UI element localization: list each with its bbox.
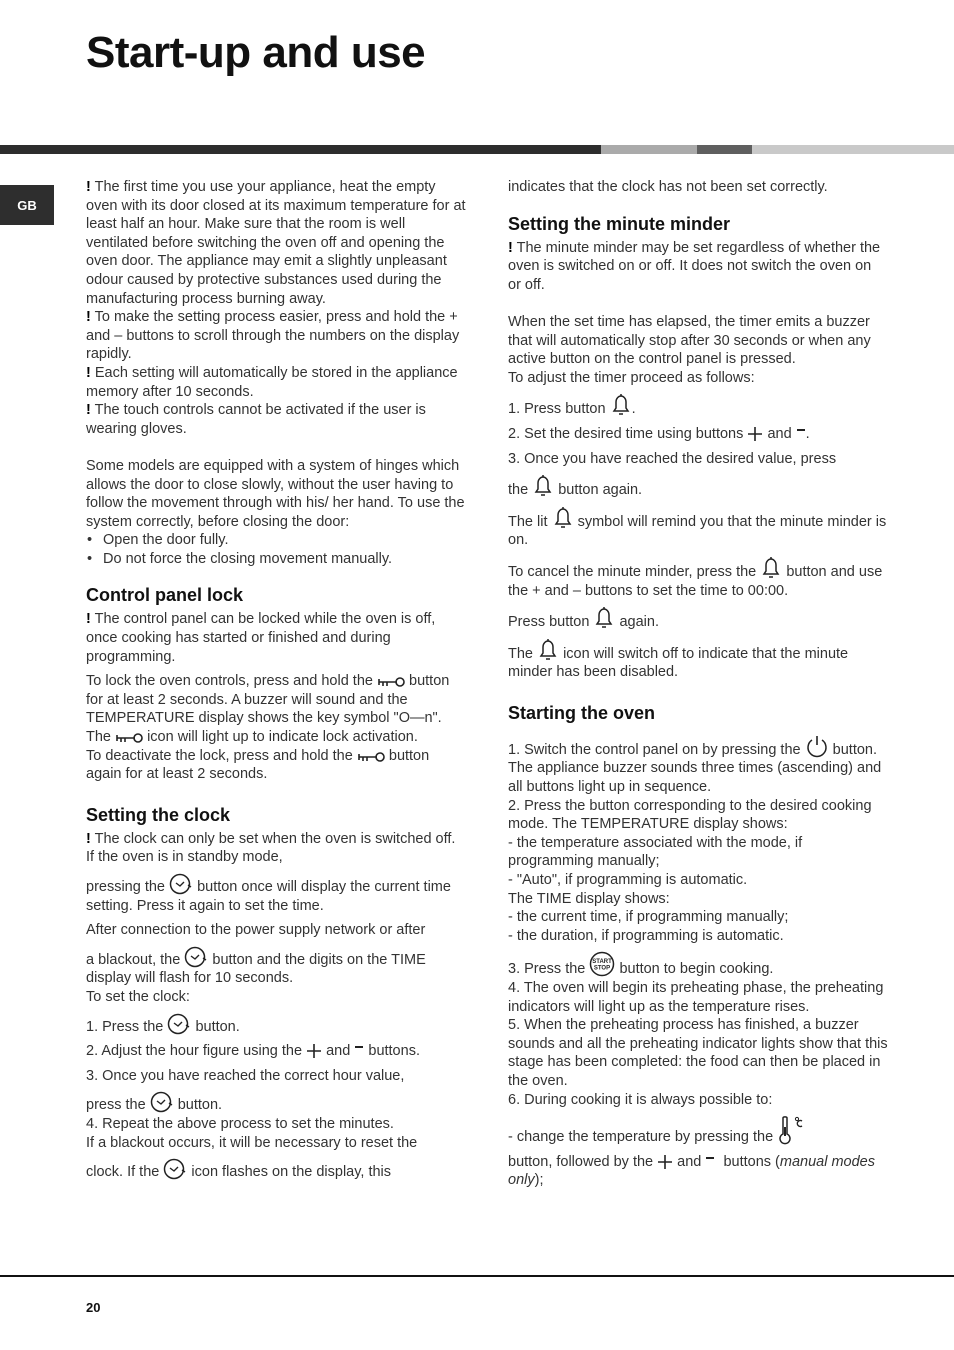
minder-paragraph-1: When the set time has elapsed, the timer emits a buzzer that will automatically stop after 30 seconds or when any active button on the control panel is pressed. <box>508 313 871 368</box>
intro-note-2: ! To make the setting process easier, press and hold the + and – buttons to scroll through the numbers on the display rapidly. <box>86 309 460 363</box>
minute-minder-heading: Setting the minute minder <box>508 213 731 234</box>
start-step-3: 3. Press the START STOP button to begin cooking. <box>508 951 888 979</box>
intro-note-3: ! Each setting will automatically be stored in the appliance memory after 10 seconds. <box>86 364 458 400</box>
clock-icon <box>169 873 193 895</box>
right-column <box>508 178 888 1190</box>
clock-step-3: 3. Once you have reached the correct hour value, <box>86 1067 405 1084</box>
clock-icon <box>184 946 208 968</box>
clock-paragraph-4: To set the clock: <box>86 988 190 1005</box>
minder-paragraph-2: To adjust the timer proceed as follows: <box>508 369 755 386</box>
minder-step-2: 2. Set the desired time using buttons and . <box>508 425 810 442</box>
header-bar-gray <box>601 145 697 154</box>
starting-oven-heading: Starting the oven <box>508 702 656 723</box>
start-step-2-line-1: - the temperature associated with the mode, if programming manually; <box>508 834 803 870</box>
header-bar-light <box>752 145 954 154</box>
hinges-list <box>86 531 466 568</box>
clock-continued: indicates that the clock has not been set correctly. <box>508 179 828 195</box>
minder-lit-text: The lit symbol will remind you that the minute minder is on. <box>508 506 888 550</box>
clock-step-3b: press the button. <box>86 1091 466 1115</box>
page-title: Start-up and use <box>86 28 426 77</box>
clock-step-4: 4. Repeat the above process to set the minutes. <box>86 1115 394 1132</box>
start-step-2-line-4: - the duration, if programming is automatic. <box>508 927 784 944</box>
list-item: • Do not force the closing movement manually. <box>86 550 466 569</box>
setting-clock-heading: Setting the clock <box>86 804 231 825</box>
list-item: • Open the door fully. <box>86 531 466 550</box>
minder-step-3b: the button again. <box>508 474 888 500</box>
minder-press-again: Press button again. <box>508 606 888 632</box>
intro-note-4: ! The touch controls cannot be activated if the user is wearing gloves. <box>86 402 426 437</box>
key-icon <box>357 750 385 764</box>
clock-paragraph-2: After connection to the power supply network or after <box>86 922 426 939</box>
lock-paragraph-1: To lock the oven controls, press and hold the button for at least 2 seconds. A buzzer will sound and the TEMPERATURE display shows the key symbol "O—n". The icon will light up to indicate lock activation. <box>86 673 450 746</box>
bell-icon <box>537 638 559 662</box>
control-panel-lock-heading: Control panel lock <box>86 585 244 606</box>
minus-icon <box>796 426 806 442</box>
header-bar-mid <box>697 145 752 154</box>
lock-note: ! The control panel can be locked while the oven is off, once cooking has started or finished and during programming. <box>86 611 436 665</box>
bell-icon <box>552 506 574 530</box>
start-step-5: 5. When the preheating process has finished, a buzzer sounds and all the preheating indicator lights show that this stage has been completed: the food can then be placed in the oven. <box>508 1017 888 1089</box>
thermometer-icon <box>777 1115 803 1145</box>
minder-note: ! The minute minder may be set regardless of whether the oven is switched on or off. It does not switch the oven on or off. <box>508 239 881 293</box>
key-icon <box>115 731 143 745</box>
left-column <box>86 178 466 1182</box>
clock-step-1: 1. Press the button. <box>86 1013 466 1037</box>
intro-note-1: ! The first time you use your appliance, heat the empty oven with its door closed at its maximum temperature for at least half an hour. Make sure that the room is well ventilated before switching the oven off and opening the oven door. The appliance may emit a slightly unpleasant odour caused by protective substances used during the manufacturing process burning away. <box>86 179 466 307</box>
start-label: START <box>592 959 613 966</box>
minder-off-text: The icon will switch off to indicate that the minute minder has been disabled. <box>508 638 888 682</box>
minus-icon <box>705 1154 715 1170</box>
plus-icon <box>657 1154 673 1170</box>
bell-icon <box>760 556 782 580</box>
plus-icon <box>306 1043 322 1059</box>
page-number: 20 <box>86 1300 101 1315</box>
start-stop-icon <box>589 951 615 977</box>
start-step-6-b: button, followed by the and buttons (manual modes only); <box>508 1153 875 1189</box>
clock-note: ! The clock can only be set when the oven is switched off. If the oven is in standby mode, <box>86 830 456 866</box>
start-step-4: 4. The oven will begin its preheating phase, the preheating indicators will light up as the temperature rises. <box>508 980 884 1015</box>
bell-icon <box>593 606 615 630</box>
plus-icon <box>747 426 763 442</box>
clock-icon <box>167 1013 191 1035</box>
clock-icon <box>150 1091 174 1113</box>
stop-label: STOP <box>594 965 611 972</box>
start-step-1: 1. Switch the control panel on by pressing the button. The appliance buzzer sounds three times (ascending) and all buttons light up in sequence. <box>508 734 888 797</box>
key-icon <box>377 675 405 689</box>
start-step-2-line-3: - the current time, if programming manually; <box>508 909 789 926</box>
bell-icon <box>532 474 554 498</box>
start-step-2-line-2: - "Auto", if programming is automatic. <box>508 872 748 889</box>
footer-rule <box>0 1275 954 1277</box>
minder-step-1: 1. Press button . <box>508 393 888 419</box>
lock-paragraph-2: To deactivate the lock, press and hold the button again for at least 2 seconds. <box>86 747 430 783</box>
header-bar-dark <box>0 145 601 154</box>
minder-cancel-text: To cancel the minute minder, press the button and use the + and – buttons to set the time to 00:00. <box>508 556 888 600</box>
clock-paragraph-1: pressing the button once will display the current time setting. Press it again to set the time. <box>86 873 466 915</box>
start-step-6-a: - change the temperature by pressing the <box>508 1115 888 1147</box>
power-icon <box>805 734 829 758</box>
clock-paragraph-5: If a blackout occurs, it will be necessary to reset the <box>86 1134 418 1151</box>
language-tab: GB <box>0 185 54 225</box>
hinges-text: Some models are equipped with a system of hinges which allows the door to close slowly, without the user having to follow the movement through with his/ her hand. To use the system correctly, before closing the door: <box>86 457 465 530</box>
clock-step-2: 2. Adjust the hour figure using the and buttons. <box>86 1043 420 1060</box>
clock-paragraph-3: a blackout, the button and the digits on the TIME display will flash for 10 seconds. <box>86 946 466 988</box>
bell-icon <box>610 393 632 417</box>
start-step-2-time: The TIME display shows: <box>508 890 670 907</box>
clock-icon <box>163 1158 187 1180</box>
start-step-6: 6. During cooking it is always possible to: <box>508 1091 773 1108</box>
minder-step-3: 3. Once you have reached the desired value, press <box>508 450 837 467</box>
start-step-2: 2. Press the button corresponding to the desired cooking mode. The TEMPERATURE display shows: <box>508 797 872 833</box>
minus-icon <box>354 1043 364 1059</box>
clock-paragraph-6: clock. If the icon flashes on the display, this <box>86 1158 466 1182</box>
